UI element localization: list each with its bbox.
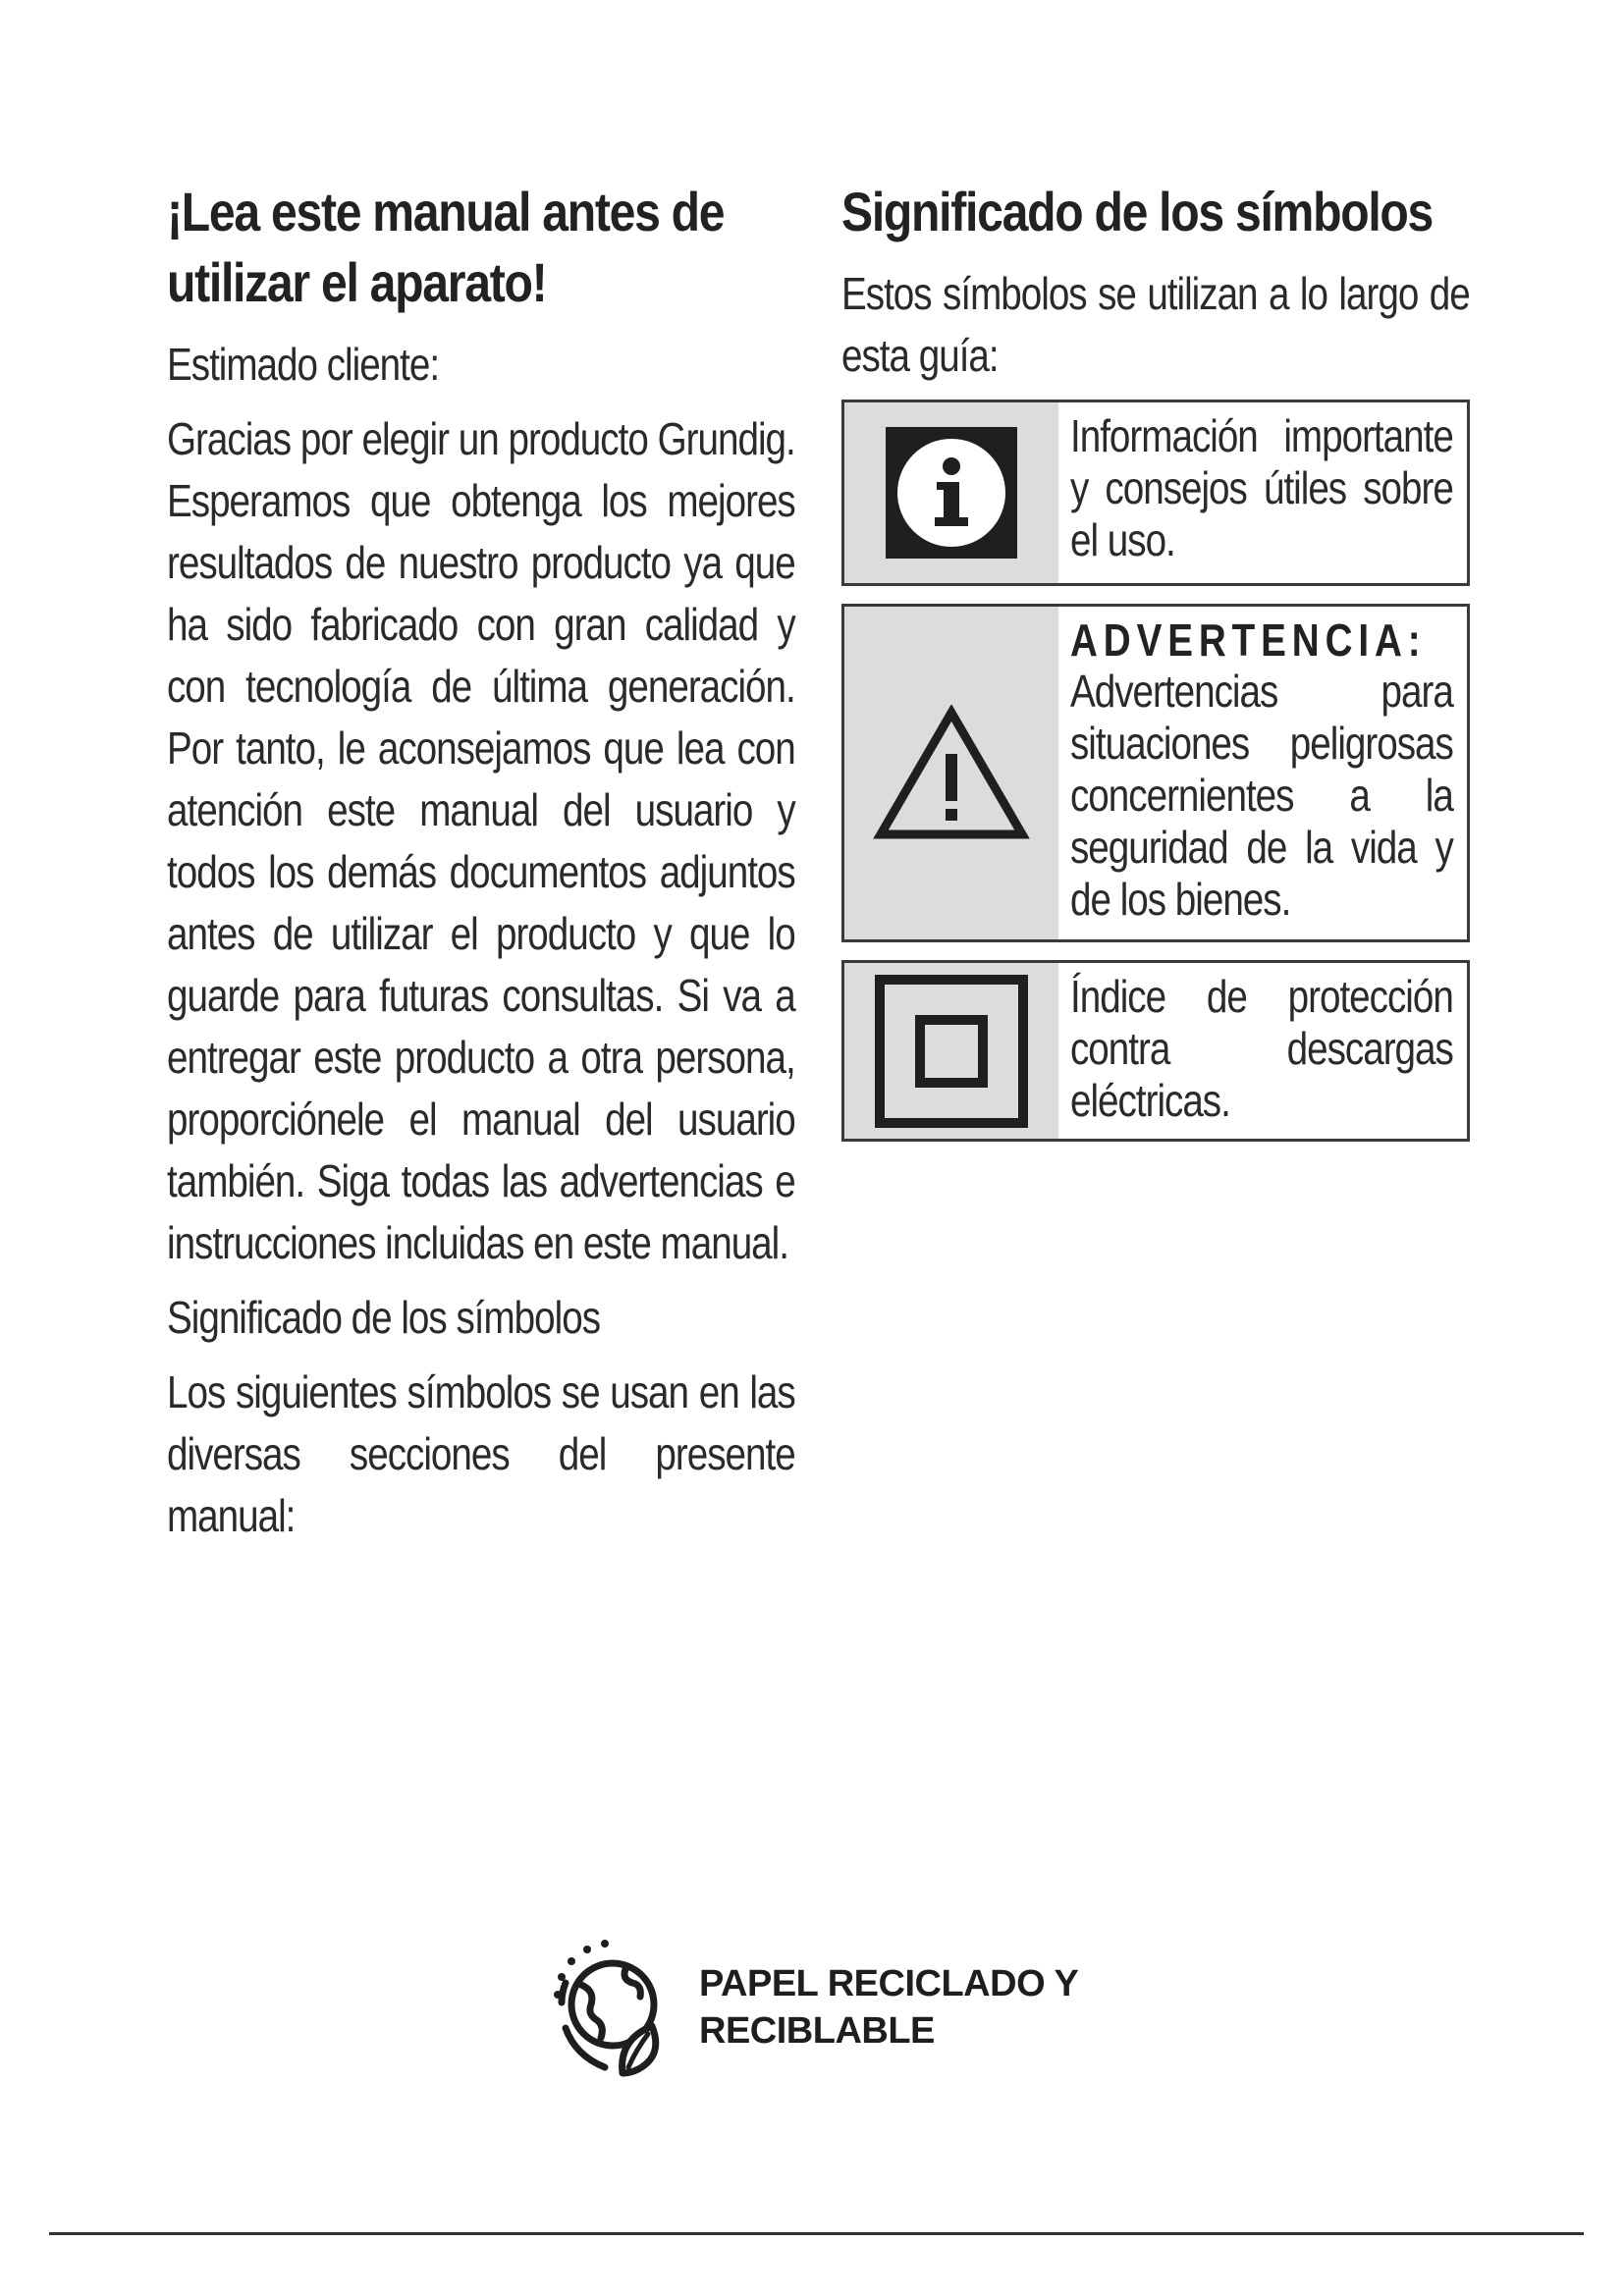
symbol-box-protection <box>841 960 1470 1142</box>
recycle-label-line1: PAPEL RECICLADO Y <box>699 1963 1079 2004</box>
warning-description: Advertencias para situaciones peligrosas concernientes a la seguridad de la vida y de los bienes. <box>1070 666 1453 925</box>
section-title: Significado de los símbolos <box>841 181 1434 242</box>
symbols-subheading: Significado de los símbolos <box>167 1292 601 1343</box>
page-title: ¡Lea este manual antes de utilizar el aparato! <box>167 181 725 313</box>
right-column <box>841 177 1470 1159</box>
warning-text-cell <box>1058 607 1467 939</box>
recycle-badge <box>536 1934 1078 2081</box>
left-column <box>167 177 795 1560</box>
info-text-cell <box>1058 402 1467 583</box>
symbol-box-warning <box>841 604 1470 942</box>
recycle-label-line2: RECIBLABLE <box>699 2010 935 2052</box>
section-intro: Estos símbolos se utilizan a lo largo de esta guía: <box>841 268 1470 381</box>
recycled-paper-icon <box>536 1934 683 2081</box>
symbol-box-info <box>841 400 1470 586</box>
greeting: Estimado cliente: <box>167 339 440 390</box>
intro-paragraph: Gracias por elegir un producto Grundig. Esperamos que obtenga los mejores resultados de nuestro producto ya que ha sido fabricado con gran calidad y con tecnología de última generación. Por tanto, le aconsejamos que lea con atención este manual del usuario y todos los demás documentos adjuntos antes de utilizar el producto y que lo guarde para futuras consultas. Si va a entregar este producto a otra persona, proporciónele el manual del usuario también. Siga todas las advertencias e instrucciones incluidas en este manual. <box>167 413 795 1268</box>
symbols-intro-paragraph: Los siguientes símbolos se usan en las diversas secciones del presente manual: <box>167 1366 795 1541</box>
warning-icon <box>844 607 1058 939</box>
footer-rule <box>49 2232 1584 2235</box>
info-description: Información importante y consejos útiles sobre el uso. <box>1070 410 1453 565</box>
double-insulation-icon <box>844 963 1058 1139</box>
symbols-list <box>841 400 1470 1142</box>
recycle-label <box>699 1960 1078 2055</box>
protection-text-cell <box>1058 963 1467 1139</box>
info-icon <box>844 402 1058 583</box>
protection-description: Índice de protección contra descargas eléctricas. <box>1070 971 1453 1126</box>
warning-heading: ADVERTENCIA: <box>1070 614 1427 666</box>
